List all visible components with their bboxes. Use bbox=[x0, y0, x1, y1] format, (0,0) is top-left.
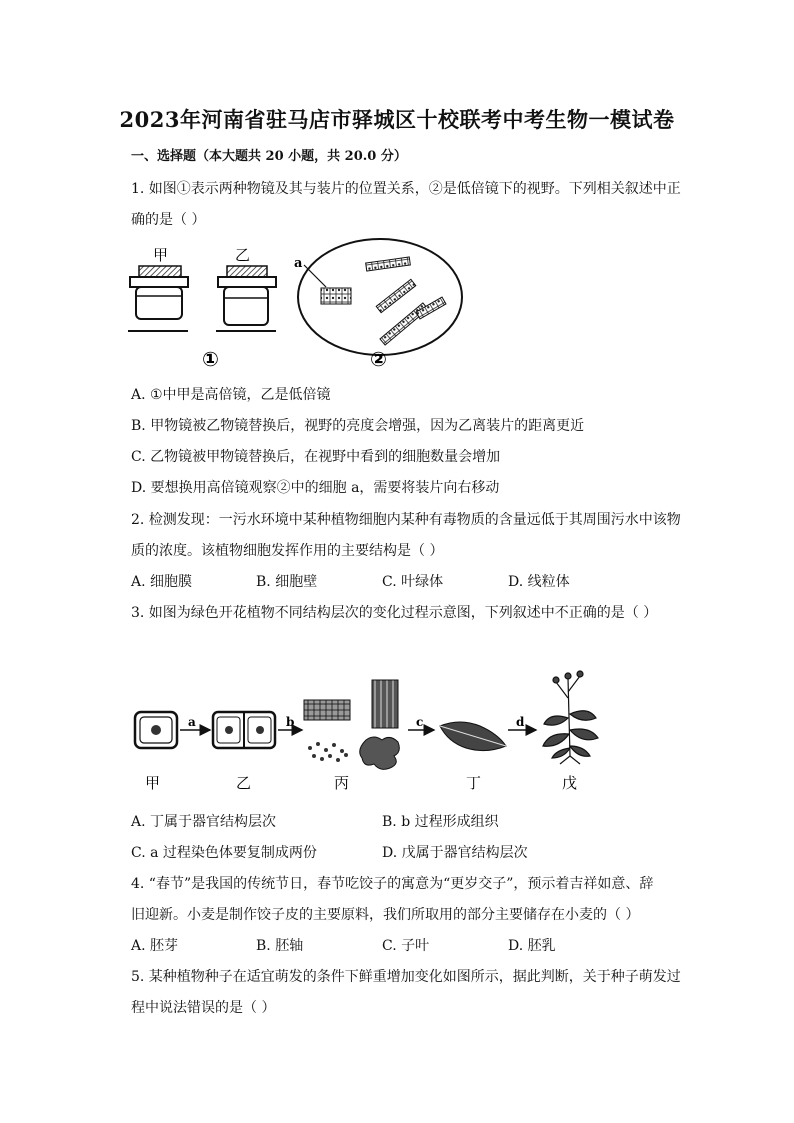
q2-option-d[interactable]: D. 线粒体 bbox=[508, 574, 570, 590]
q1-label-2: ② bbox=[370, 347, 387, 371]
single-cell-icon bbox=[135, 712, 177, 748]
q3-label-ding: 丁 bbox=[466, 774, 482, 792]
section-heading: 一、选择题（本大题共 20 小题，共 20.0 分） bbox=[131, 149, 407, 164]
q2-stem-line2: 质的浓度。该植物细胞发挥作用的主要结构是（ ） bbox=[131, 543, 444, 559]
q3-label-jia: 甲 bbox=[145, 774, 161, 792]
q4-stem-line1: 4. “春节”是我国的传统节日，春节吃饺子的寓意为“更岁交子”，预示着吉祥如意、辞 bbox=[131, 876, 654, 892]
objective-jia-icon bbox=[130, 266, 188, 319]
q3-option-b[interactable]: B. b 过程形成组织 bbox=[382, 814, 499, 830]
q1-figure bbox=[126, 238, 466, 373]
q1-label-a: a bbox=[294, 256, 303, 271]
plant-icon bbox=[543, 671, 598, 764]
q1-label-jia: 甲 bbox=[153, 246, 169, 264]
q3-figure bbox=[128, 668, 628, 796]
q1-option-d[interactable]: D. 要想换用高倍镜观察②中的细胞 a，需要将装片向右移动 bbox=[131, 480, 500, 496]
q3-stem-line1: 3. 如图为绿色开花植物不同结构层次的变化过程示意图，下列叙述中不正确的是（ ） bbox=[131, 605, 658, 621]
leaf-icon bbox=[440, 722, 506, 751]
q3-arrow-label-c: c bbox=[416, 715, 424, 729]
q1-stem-line2: 确的是（ ） bbox=[131, 212, 206, 228]
q3-label-yi: 乙 bbox=[236, 774, 252, 792]
q4-option-b[interactable]: B. 胚轴 bbox=[256, 938, 304, 954]
q5-stem-line1: 5. 某种植物种子在适宜萌发的条件下鲜重增加变化如图所示，据此判断，关于种子萌发过 bbox=[131, 969, 681, 985]
q3-arrow-label-a: a bbox=[188, 715, 196, 729]
q4-option-c[interactable]: C. 子叶 bbox=[382, 938, 430, 954]
q3-label-bing: 丙 bbox=[334, 774, 350, 792]
q3-arrow-label-d: d bbox=[516, 715, 525, 729]
q1-stem-line1: 1. 如图①表示两种物镜及其与装片的位置关系，②是低倍镜下的视野。下列相关叙述中正 bbox=[131, 181, 681, 197]
q1-option-b[interactable]: B. 甲物镜被乙物镜替换后，视野的亮度会增强，因为乙离装片的距离更近 bbox=[131, 418, 585, 434]
q2-option-c[interactable]: C. 叶绿体 bbox=[382, 574, 444, 590]
q4-option-a[interactable]: A. 胚芽 bbox=[131, 938, 179, 954]
q4-stem-line2: 旧迎新。小麦是制作饺子皮的主要原料，我们所取用的部分主要储存在小麦的（ ） bbox=[131, 907, 640, 923]
q2-option-a[interactable]: A. 细胞膜 bbox=[131, 574, 193, 590]
q3-arrow-label-b: b bbox=[286, 715, 295, 729]
objective-yi-icon bbox=[218, 266, 276, 325]
q4-option-d[interactable]: D. 胚乳 bbox=[508, 938, 556, 954]
q2-stem-line1: 2. 检测发现：一污水环境中某种植物细胞内某种有毒物质的含量远低于其周围污水中该物 bbox=[131, 512, 681, 528]
q5-stem-line2: 程中说法错误的是（ ） bbox=[131, 1000, 276, 1016]
q3-option-a[interactable]: A. 丁属于器官结构层次 bbox=[131, 814, 277, 830]
q1-option-a[interactable]: A. ①中甲是高倍镜，乙是低倍镜 bbox=[131, 387, 331, 403]
microscope-view-icon bbox=[294, 239, 462, 355]
q1-label-1: ① bbox=[202, 347, 219, 371]
q1-label-yi: 乙 bbox=[235, 246, 251, 264]
divided-cells-icon bbox=[213, 712, 275, 748]
q2-option-b[interactable]: B. 细胞壁 bbox=[256, 574, 318, 590]
page-title: 2023年河南省驻马店市驿城区十校联考中考生物一模试卷 bbox=[119, 107, 675, 132]
q3-option-d[interactable]: D. 戊属于器官结构层次 bbox=[382, 845, 528, 861]
q3-label-wu: 戊 bbox=[562, 774, 578, 792]
tissues-icon bbox=[304, 680, 399, 769]
q3-option-c[interactable]: C. a 过程染色体要复制成两份 bbox=[131, 845, 317, 861]
q1-option-c[interactable]: C. 乙物镜被甲物镜替换后，在视野中看到的细胞数量会增加 bbox=[131, 449, 501, 465]
